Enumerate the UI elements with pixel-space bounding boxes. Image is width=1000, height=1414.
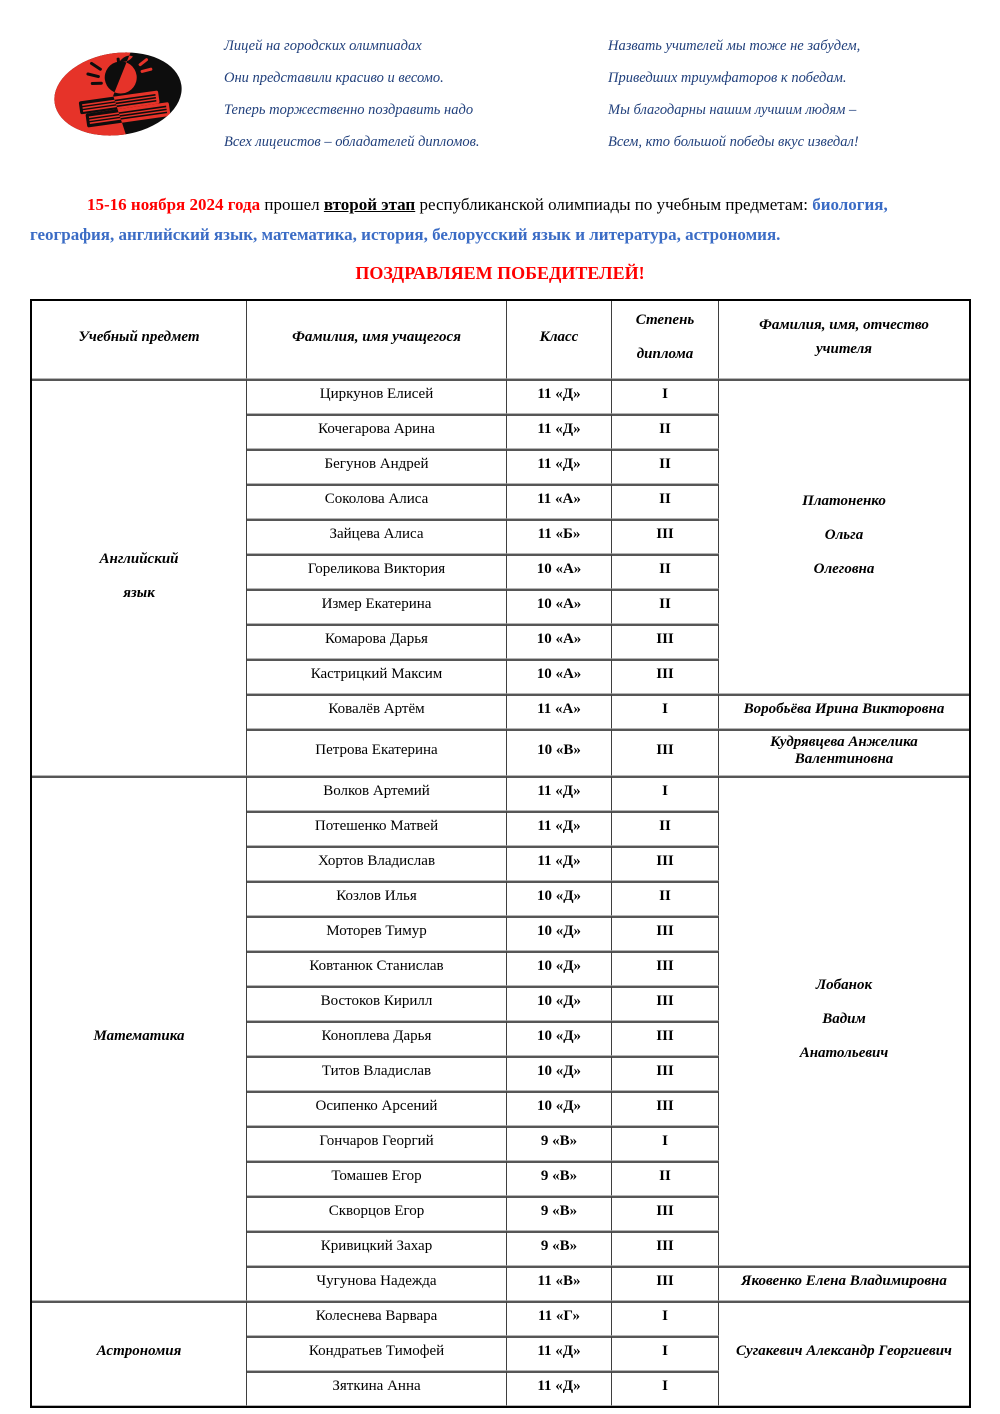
teacher-cell: Кудрявцева Анжелика Валентиновна (719, 729, 969, 776)
grade-cell: 10 «Д» (507, 986, 612, 1021)
degree-cell: III (612, 846, 719, 881)
student-cell: Моторев Тимур (247, 916, 507, 951)
degree-cell: I (612, 1126, 719, 1161)
grade-cell: 10 «Д» (507, 951, 612, 986)
degree-cell: II (612, 881, 719, 916)
grade-cell: 10 «Д» (507, 1056, 612, 1091)
teacher-cell (719, 379, 969, 694)
degree-cell: I (612, 694, 719, 729)
student-cell: Востоков Кирилл (247, 986, 507, 1021)
student-cell: Комарова Дарья (247, 624, 507, 659)
degree-cell: II (612, 589, 719, 624)
student-cell: Гончаров Георгий (247, 1126, 507, 1161)
grade-cell: 11 «Д» (507, 811, 612, 846)
teacher-line: Вадим (822, 1011, 866, 1027)
teacher-cell: Воробьёва Ирина Викторовна (719, 694, 969, 729)
subject-cell-math: Математика (32, 776, 247, 1301)
teacher-cell: Сугакевич Александр Георгиевич (719, 1301, 969, 1406)
table-row (32, 776, 969, 811)
teacher-line: Лобанок (815, 977, 873, 993)
student-cell: Кочегарова Арина (247, 414, 507, 449)
col-header-teacher (719, 301, 969, 379)
degree-cell: III (612, 659, 719, 694)
teacher-line: Ольга (824, 526, 864, 543)
degree-cell: III (612, 1056, 719, 1091)
degree-cell: III (612, 1231, 719, 1266)
grade-cell: 10 «Д» (507, 916, 612, 951)
poem-left-column (224, 30, 594, 158)
table-row (32, 379, 969, 414)
degree-cell: I (612, 379, 719, 414)
teacher-cell (719, 776, 969, 1266)
student-cell: Потешенко Матвей (247, 811, 507, 846)
grade-cell: 11 «Д» (507, 846, 612, 881)
degree-cell: I (612, 1336, 719, 1371)
degree-cell: I (612, 1301, 719, 1336)
grade-cell: 10 «А» (507, 589, 612, 624)
degree-cell: III (612, 1021, 719, 1056)
degree-cell: I (612, 1371, 719, 1406)
poem-line: Всех лицеистов – обладателей дипломов. (224, 134, 480, 150)
degree-cell: II (612, 484, 719, 519)
student-cell: Зайцева Алиса (247, 519, 507, 554)
student-cell: Осипенко Арсений (247, 1091, 507, 1126)
student-cell: Коноплева Дарья (247, 1021, 507, 1056)
grade-cell: 10 «А» (507, 624, 612, 659)
intro-text: республиканской олимпиады по учебным предметам: (415, 195, 813, 214)
degree-cell: I (612, 776, 719, 811)
poem-line: Приведших триумфаторов к победам. (608, 70, 847, 86)
subjects-list: биология, география, английский язык, математика, история, белорусский язык и литература, астрономия. (30, 195, 888, 244)
poem-line: Всем, кто большой победы вкус изведал! (608, 134, 859, 150)
col-header-teacher-line: учителя (815, 341, 873, 357)
student-cell: Чугунова Надежда (247, 1266, 507, 1301)
student-cell: Скворцов Егор (247, 1196, 507, 1231)
col-header-grade: Класс (507, 301, 612, 379)
grade-cell: 9 «В» (507, 1196, 612, 1231)
degree-cell: III (612, 951, 719, 986)
grade-cell: 10 «А» (507, 554, 612, 589)
apple-books-logo-icon (50, 48, 186, 140)
page-header (0, 0, 1000, 168)
student-cell: Кривицкий Захар (247, 1231, 507, 1266)
degree-cell: III (612, 1266, 719, 1301)
grade-cell: 9 «В» (507, 1231, 612, 1266)
grade-cell: 11 «В» (507, 1266, 612, 1301)
degree-cell: II (612, 414, 719, 449)
degree-cell: II (612, 554, 719, 589)
degree-cell: III (612, 986, 719, 1021)
degree-cell: II (612, 811, 719, 846)
student-cell: Ковалёв Артём (247, 694, 507, 729)
teacher-cell: Яковенко Елена Владимировна (719, 1266, 969, 1301)
subject-line: язык (123, 584, 155, 601)
grade-cell: 11 «А» (507, 694, 612, 729)
degree-cell: II (612, 1161, 719, 1196)
student-cell: Гореликова Виктория (247, 554, 507, 589)
col-header-subject: Учебный предмет (32, 301, 247, 379)
poem-right-column (608, 30, 988, 158)
poem-line: Назвать учителей мы тоже не забудем, (608, 38, 861, 54)
grade-cell: 11 «Д» (507, 776, 612, 811)
table-row (32, 1301, 969, 1336)
grade-cell: 11 «А» (507, 484, 612, 519)
grade-cell: 10 «А» (507, 659, 612, 694)
col-header-teacher-line: Фамилия, имя, отчество (759, 317, 929, 333)
degree-cell: III (612, 916, 719, 951)
grade-cell: 11 «Д» (507, 1371, 612, 1406)
student-cell: Циркунов Елисей (247, 379, 507, 414)
grade-cell: 11 «Д» (507, 449, 612, 484)
degree-cell: II (612, 449, 719, 484)
grade-cell: 11 «Д» (507, 379, 612, 414)
teacher-line: Платоненко (802, 492, 886, 509)
degree-cell: III (612, 1196, 719, 1231)
student-cell: Измер Екатерина (247, 589, 507, 624)
col-header-degree-line: Степень (635, 312, 695, 328)
table-header-row (32, 301, 969, 379)
student-cell: Козлов Илья (247, 881, 507, 916)
page-title: ПОЗДРАВЛЯЕМ ПОБЕДИТЕЛЕЙ! (355, 263, 645, 283)
student-cell: Кастрицкий Максим (247, 659, 507, 694)
subject-cell-english (32, 379, 247, 776)
student-cell: Волков Артемий (247, 776, 507, 811)
student-cell: Бегунов Андрей (247, 449, 507, 484)
student-cell: Петрова Екатерина (247, 729, 507, 776)
olympiad-stage: второй этап (323, 195, 416, 214)
subject-line: Английский (99, 550, 179, 567)
grade-cell: 11 «Д» (507, 1336, 612, 1371)
student-cell: Соколова Алиса (247, 484, 507, 519)
teacher-line: Олеговна (813, 560, 875, 577)
col-header-degree-line: диплома (636, 346, 694, 362)
grade-cell: 9 «В» (507, 1126, 612, 1161)
student-cell: Кондратьев Тимофей (247, 1336, 507, 1371)
poem-line: Мы благодарны нашим лучшим людям – (608, 102, 857, 118)
degree-cell: III (612, 1091, 719, 1126)
intro-paragraph (30, 190, 968, 250)
grade-cell: 10 «Д» (507, 1091, 612, 1126)
teacher-line: Анатольевич (799, 1045, 889, 1061)
degree-cell: III (612, 729, 719, 776)
olympiad-date: 15-16 ноября 2024 года (87, 195, 261, 214)
intro-text: прошел (260, 195, 324, 214)
poem-line: Теперь торжественно поздравить надо (224, 102, 474, 118)
student-cell: Ковтанюк Станислав (247, 951, 507, 986)
student-cell: Зяткина Анна (247, 1371, 507, 1406)
col-header-student: Фамилия, имя учащегося (247, 301, 507, 379)
grade-cell: 10 «В» (507, 729, 612, 776)
col-header-degree (612, 301, 719, 379)
degree-cell: III (612, 519, 719, 554)
grade-cell: 9 «В» (507, 1161, 612, 1196)
poem-line: Лицей на городских олимпиадах (224, 38, 422, 54)
student-cell: Хортов Владислав (247, 846, 507, 881)
subject-cell-astronomy: Астрономия (32, 1301, 247, 1406)
grade-cell: 11 «Д» (507, 414, 612, 449)
poem-line: Они представили красиво и весомо. (224, 70, 444, 86)
winners-table (30, 299, 971, 1408)
student-cell: Титов Владислав (247, 1056, 507, 1091)
grade-cell: 10 «Д» (507, 881, 612, 916)
student-cell: Колеснева Варвара (247, 1301, 507, 1336)
degree-cell: III (612, 624, 719, 659)
grade-cell: 10 «Д» (507, 1021, 612, 1056)
grade-cell: 11 «Г» (507, 1301, 612, 1336)
grade-cell: 11 «Б» (507, 519, 612, 554)
student-cell: Томашев Егор (247, 1161, 507, 1196)
